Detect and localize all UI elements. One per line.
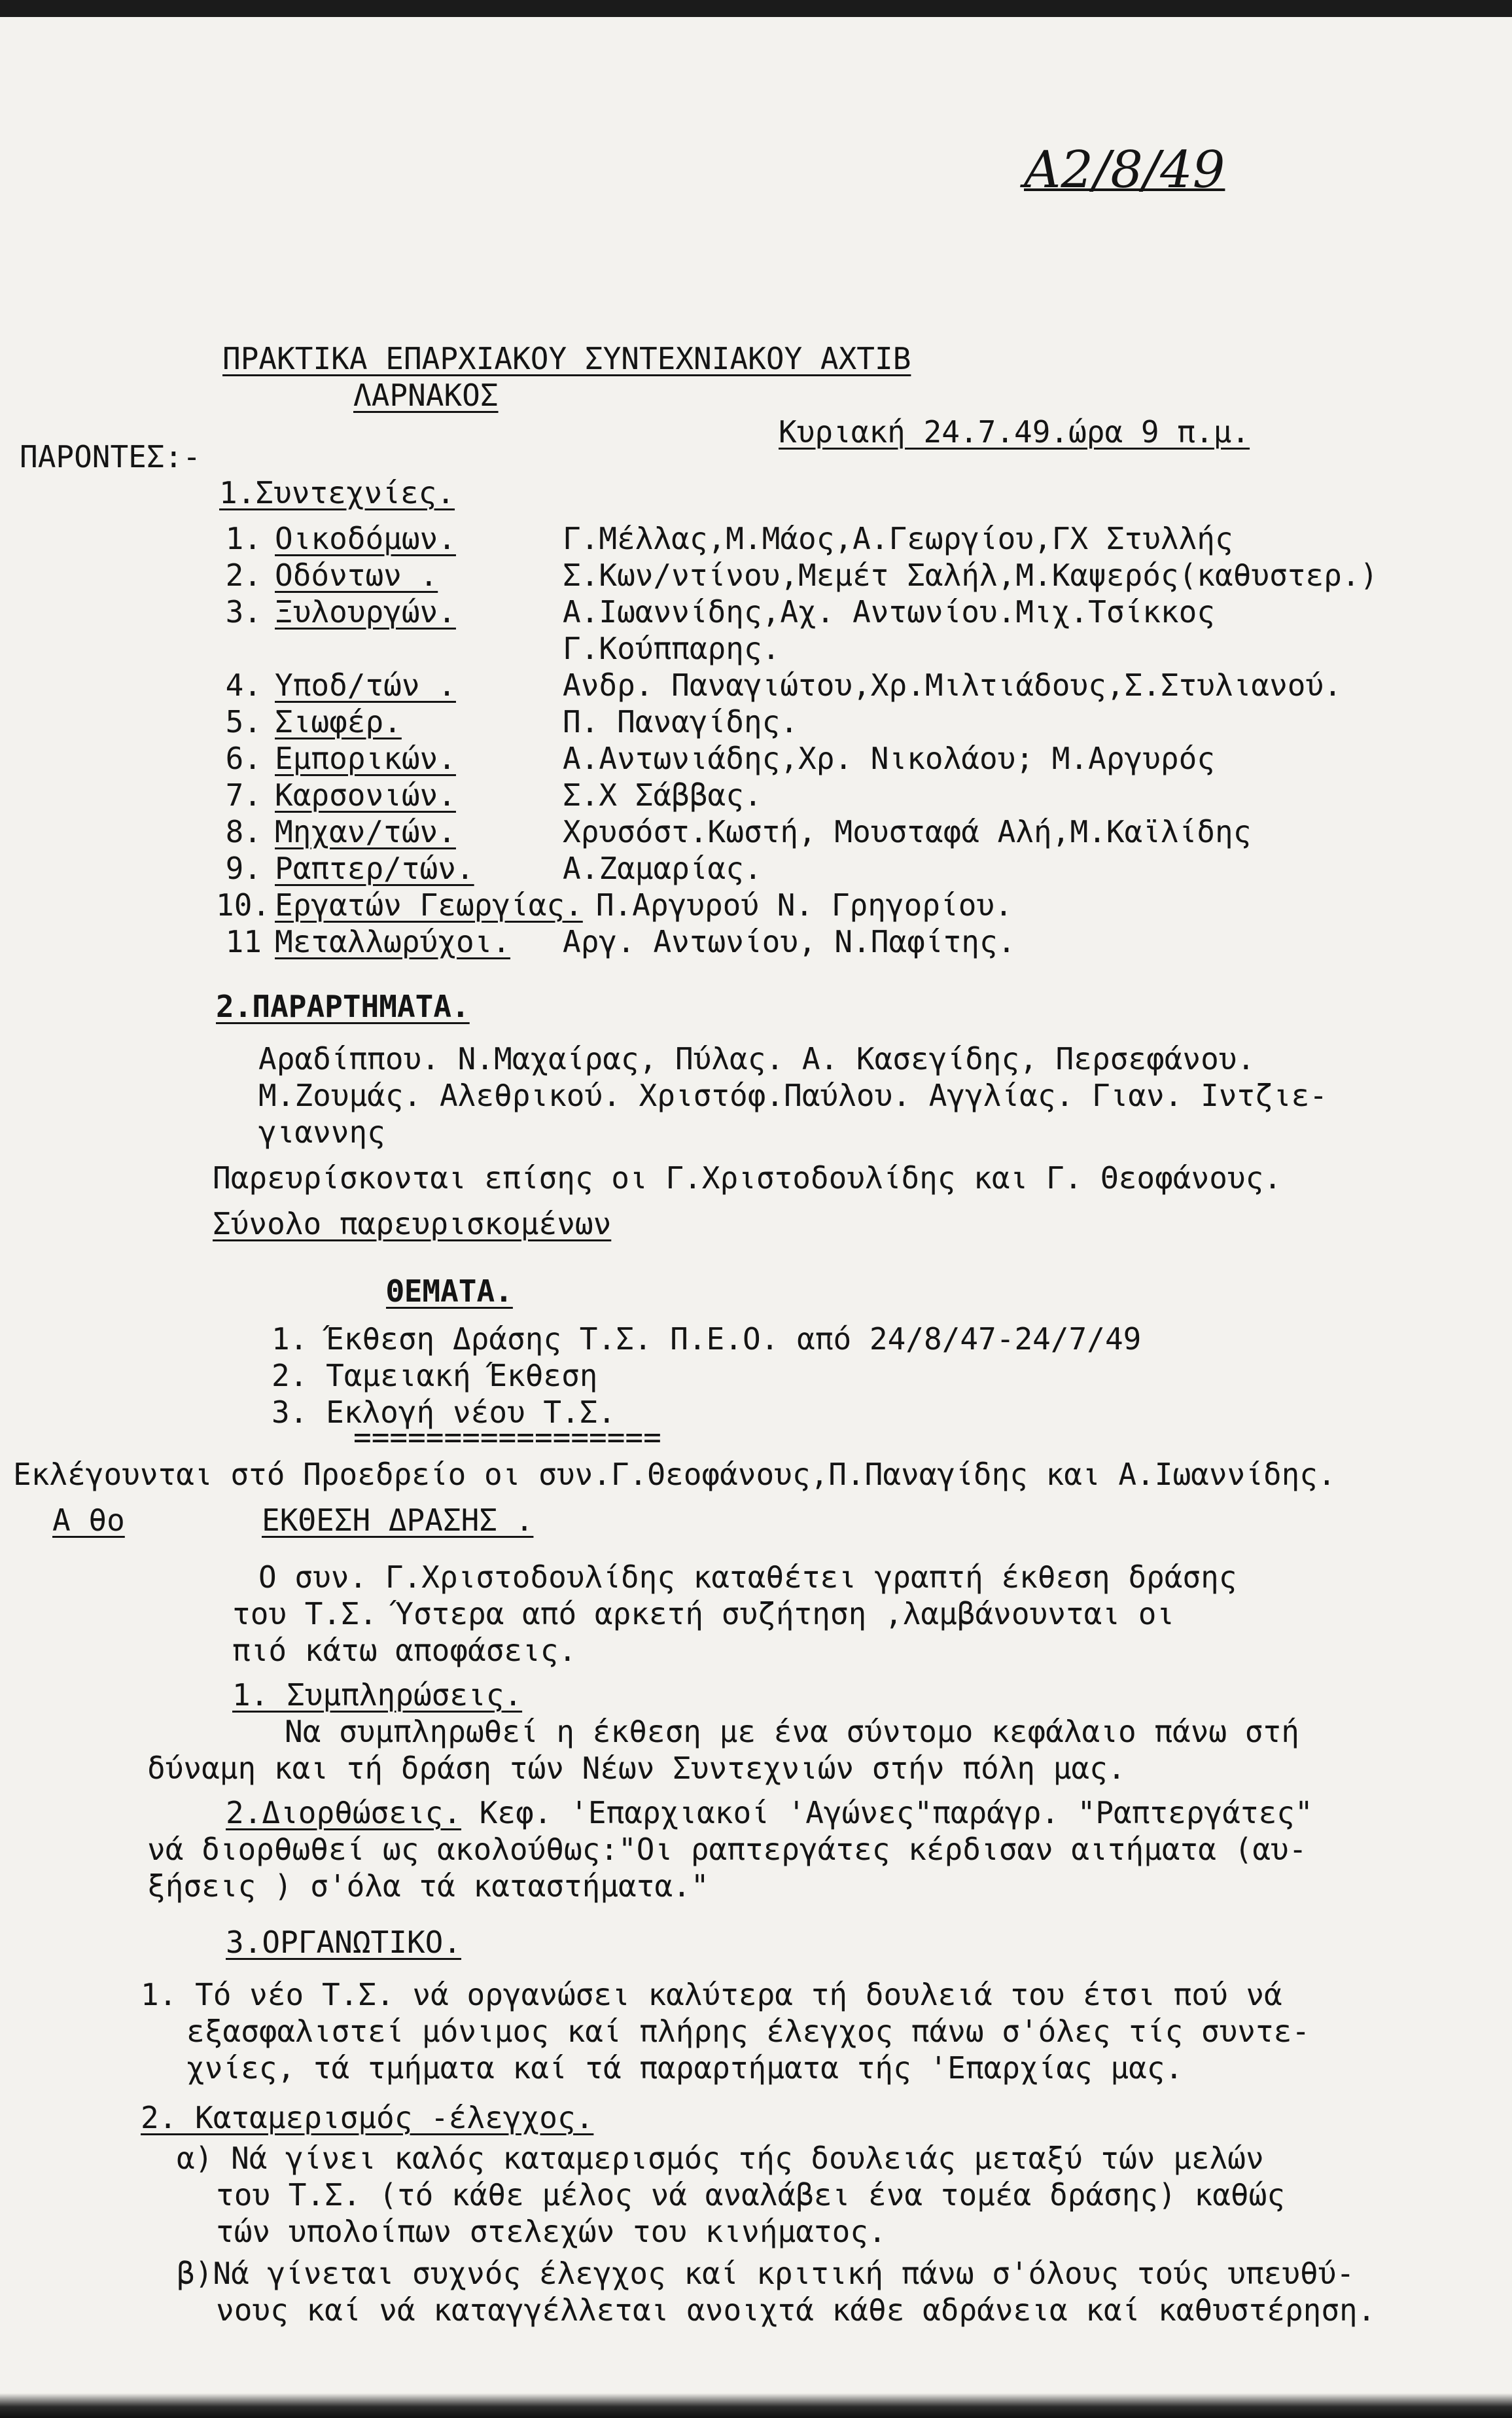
also-present-line: Παρευρίσκονται επίσης οι Γ.Χριστοδουλίδης και Γ. Θεοφάνους. [213,1160,1282,1196]
total-present-line: Σύνολο παρευρισκομένων [213,1206,612,1241]
corrections-heading: 2.Διορθώσεις. [226,1795,462,1830]
corrections-block [226,1794,1313,1831]
agenda-heading: ΘΕΜΑΤΑ. [386,1273,513,1309]
corrections-line: νά διορθωθεί ως ακολούθως:"Οι ραπτεργάτες κέρδισαν αιτήματα (αυ- [147,1832,1307,1867]
present-label: ΠΑΡΟΝΤΕΣ:- [20,439,201,474]
branches-line: γιαννης [258,1114,385,1150]
organisational-line: εξασφαλιστεί μόνιμος καί πλήρης έλεγχος πάνω σ'όλες τίς συντε- [186,2014,1310,2049]
report-paragraph-line: Ο συν. Γ.Χριστοδουλίδης καταθέτει γραπτή έκθεση δράσης [258,1559,1237,1595]
union-row: 3. Ξυλουργών. Α.Ιωαννίδης,Αχ. Αντωνίου.Μιχ.Τσίκκος [225,594,1215,630]
meeting-date: Κυριακή 24.7.49.ώρα 9 π.μ. [779,414,1250,450]
chair-election-line: Εκλέγουνται στό Προεδρείο οι συν.Γ.Θεοφάνους,Π.Παναγίδης και Α.Ιωαννίδης. [13,1457,1336,1492]
allocation-line: α) Νά γίνει καλός καταμερισμός τής δουλειάς μεταξύ τών μελών [177,2141,1264,2176]
item-a-marker: Α θο [52,1502,125,1538]
report-paragraph-line: πιό κάτω αποφάσεις. [232,1633,577,1668]
additions-heading: 1. Συμπληρώσεις. [232,1677,523,1713]
union-row: 1. Οικοδόμων. Γ.Μέλλας,Μ.Μάος,Α.Γεωργίου,ΓΧ Στυλλής [225,521,1233,556]
activity-report-heading: ΕΚΘΕΣΗ ΔΡΑΣΗΣ . [262,1502,534,1538]
union-row: 5. Σιωφέρ. Π. Παναγίδης. [225,704,799,739]
organisational-heading: 3.ΟΡΓΑΝΩΤΙΚΟ. [226,1925,462,1960]
document-title-city: ΛΑΡΝΑΚΟΣ [353,378,499,413]
corrections-line: Κεφ. 'Επαρχιακοί 'Αγώνες"παράγρ. "Ραπτεργάτες" [479,1795,1313,1830]
additions-line: δύναμη και τή δράση τών Νέων Συντεχνιών στήν πόλη μας. [147,1751,1126,1786]
union-row: 6. Εμπορικών. Α.Αντωνιάδης,Χρ. Νικολάου; Μ.Αργυρός [225,741,1215,776]
branches-line: Μ.Ζουμάς. Αλεθρικού. Χριστόφ.Παύλου. Αγγλίας. Γιαν. Ιντζιε- [258,1078,1327,1113]
scan-top-edge [0,0,1512,17]
union-row: 7. Καρσονιών. Σ.Χ Σάββας. [225,777,762,813]
unions-list [216,520,1378,960]
report-paragraph-line: του Τ.Σ. Ύστερα από αρκετή συζήτηση ,λαμβάνουνται οι [232,1596,1175,1631]
union-row: 8. Μηχαν/τών. Χρυσόστ.Κωστή, Μουσταφά Αλή,Μ.Καϊλίδης [225,814,1252,849]
allocation-line: του Τ.Σ. (τό κάθε μέλος νά αναλάβει ένα τομέα δράσης) καθώς [216,2177,1285,2213]
organisational-line: χνίες, τά τμήματα καί τά παραρτήματα τής 'Επαρχίας μας. [186,2050,1184,2086]
union-row: 9. Ραπτερ/τών. Α.Ζαμαρίας. [225,851,762,886]
union-row: 11 Μεταλλωρύχοι. Αργ. Αντωνίου, Ν.Παφίτης. [225,924,1016,959]
section-branches-heading: 2.ΠΑΡΑΡΤΗΜΑΤΑ. [216,989,470,1024]
organisational-line: 1. Τό νέο Τ.Σ. νά οργανώσει καλύτερα τή δουλειά του έτσι πού νά [141,1977,1282,2012]
additions-line: Να συμπληρωθεί η έκθεση με ένα σύντομο κεφάλαιο πάνω στή [285,1714,1299,1749]
section-unions-heading: 1.Συντεχνίες. [219,475,455,510]
union-row: Γ.Κούππαρης. [563,631,781,666]
union-row: 10. Εργατών Γεωργίας. Π.Αργυρού Ν. Γρηγορίου. [216,887,1013,923]
union-row: 4. Υποδ/τών . Ανδρ. Παναγιώτου,Χρ.Μιλτιάδους,Σ.Στυλιανού. [225,667,1342,703]
allocation-heading: 2. Καταμερισμός -έλεγχος. [141,2100,594,2135]
separator-line: ================= [353,1419,661,1455]
allocation-line: νους καί νά καταγγέλλεται ανοιχτά κάθε αδράνεια καί καθυστέρηση. [216,2292,1376,2328]
archive-reference: Α2/8/49 [1024,141,1225,200]
document-title: ΠΡΑΚΤΙΚΑ ΕΠΑΡΧΙΑΚΟΥ ΣΥΝΤΕΧΝΙΑΚΟΥ ΑΧΤΙΒ [222,341,911,376]
allocation-line: β)Νά γίνεται συχνός έλεγχος καί κριτική πάνω σ'όλους τούς υπευθύ- [177,2256,1355,2291]
scan-bottom-edge [0,2393,1512,2418]
allocation-line: τών υπολοίπων στελεχών του κινήματος. [216,2214,887,2249]
agenda-item: 1. Έκθεση Δράσης Τ.Σ. Π.Ε.Ο. από 24/8/47-24/7/49 [272,1321,1142,1357]
corrections-line: ξήσεις ) σ'όλα τά καταστήματα." [147,1868,709,1904]
union-row: 2. Οδόντων . Σ.Κων/ντίνου,Μεμέτ Σαλήλ,Μ.Καψερός(καθυστερ.) [225,558,1379,593]
agenda-item: 2. Ταμειακή Έκθεση [272,1358,598,1393]
agenda-item: 3. Εκλογή νέου Τ.Σ. [272,1395,616,1430]
branches-line: Αραδίππου. Ν.Μαχαίρας, Πύλας. Α. Κασεγίδης, Περσεφάνου. [258,1041,1256,1076]
